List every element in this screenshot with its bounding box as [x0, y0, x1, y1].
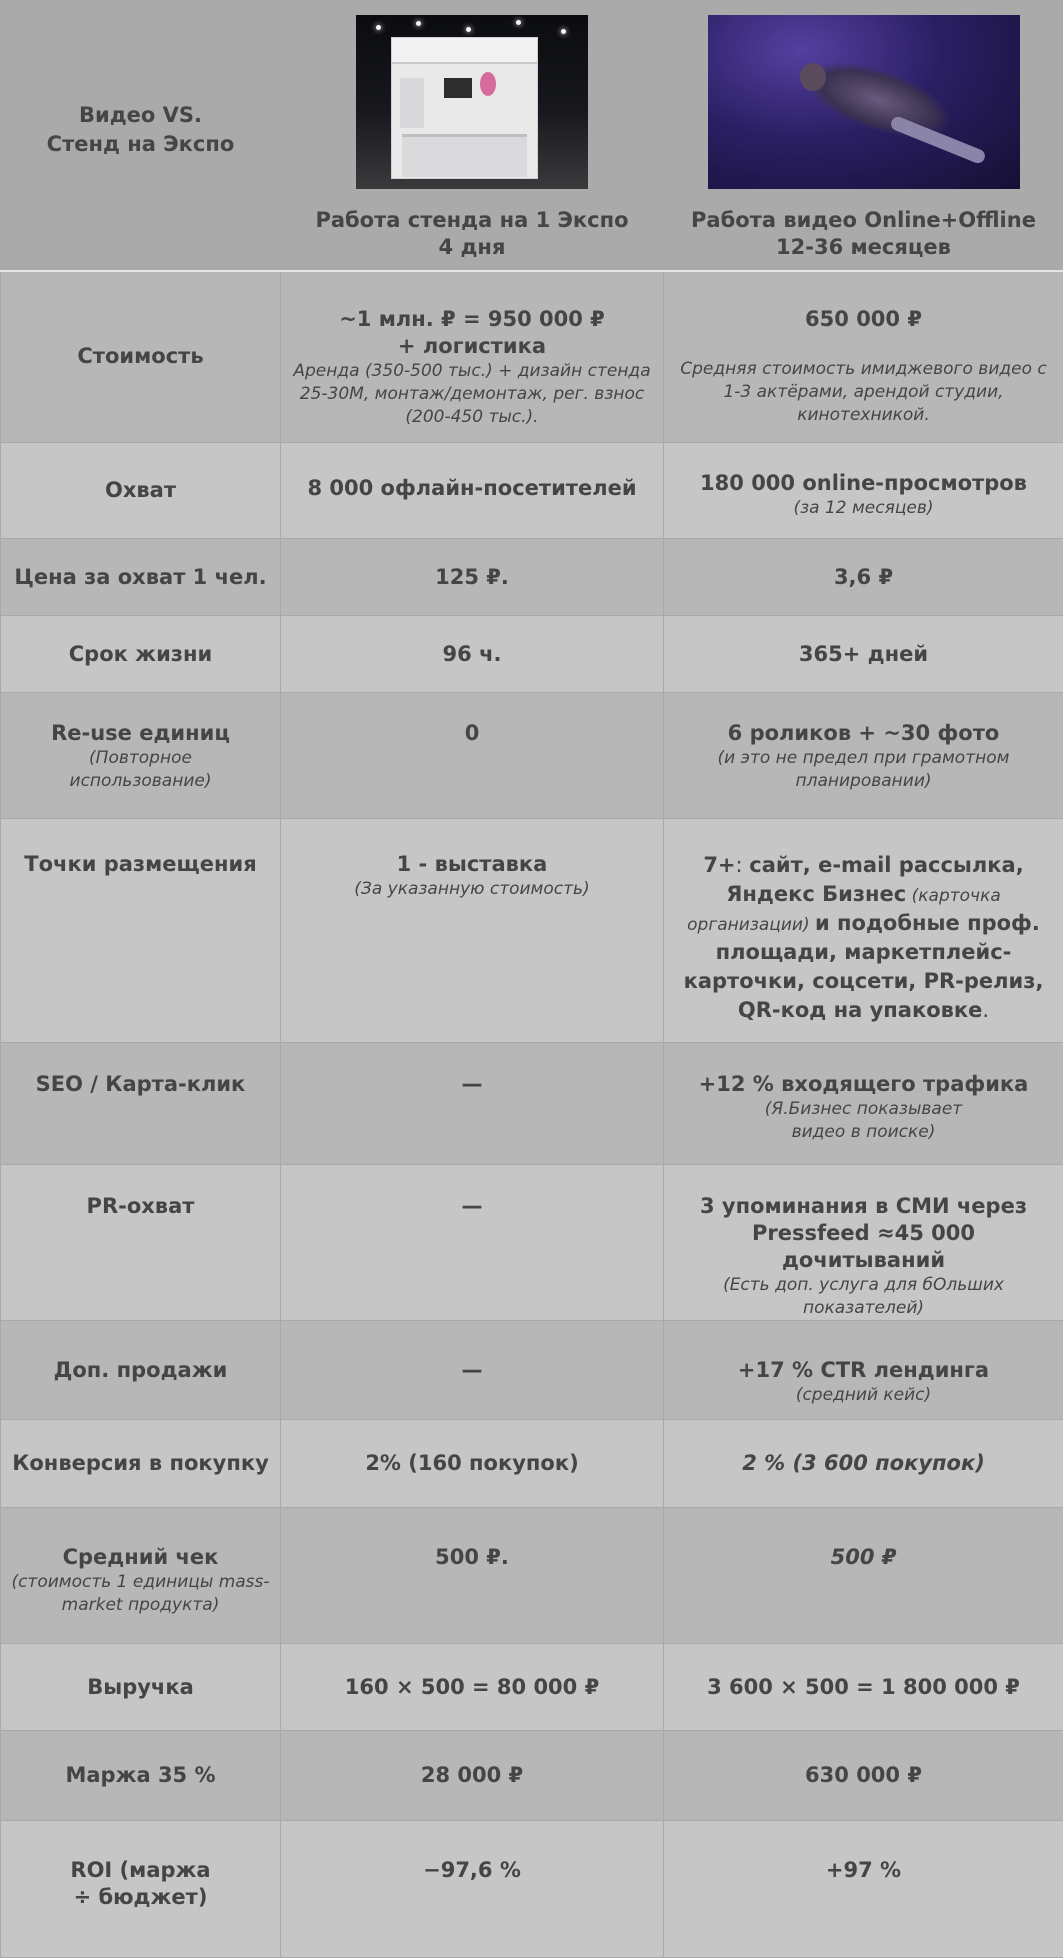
row-label: Средний чек [9, 1544, 272, 1571]
header-row [1, 1, 1063, 271]
placement-count: 7+ [703, 853, 735, 877]
video-value: 365+ дней [664, 616, 1063, 693]
video-value: 3 600 × 500 = 1 800 000 ₽ [664, 1644, 1063, 1731]
table-row [1, 1821, 1063, 1958]
row-label: Цена за охват 1 чел. [1, 539, 281, 616]
expo-value: — [281, 1321, 664, 1420]
table-row [1, 1420, 1063, 1508]
row-label: Выручка [1, 1644, 281, 1731]
label-cell [1, 693, 281, 819]
row-label: Точки размещения [1, 819, 281, 1043]
video-cell [664, 1043, 1063, 1165]
table-row [1, 443, 1063, 539]
placement-note: (карточка организации) [687, 886, 1001, 935]
video-cell [664, 693, 1063, 819]
header-title-line1: Видео VS. [9, 101, 272, 130]
expo-value: 28 000 ₽ [281, 1731, 664, 1821]
video-note: (и это не предел при грамотном планировании) [672, 747, 1055, 793]
row-label: Конверсия в покупку [1, 1420, 281, 1508]
expo-cell [281, 819, 664, 1043]
video-value: +17 % CTR лендинга [672, 1357, 1055, 1384]
expo-column-duration: 4 дня [289, 234, 655, 261]
video-note: (за 12 месяцев) [672, 497, 1055, 520]
expo-value-extra: + логистика [289, 333, 655, 360]
expo-value: 1 - выставка [289, 851, 655, 878]
expo-value: 2% (160 покупок) [281, 1420, 664, 1508]
video-value: +97 % [664, 1821, 1063, 1958]
expo-value: 0 [281, 693, 664, 819]
expo-value: 96 ч. [281, 616, 664, 693]
expo-cell [281, 271, 664, 443]
table-row [1, 1043, 1063, 1165]
video-value: 3,6 ₽ [664, 539, 1063, 616]
video-note: (Я.Бизнес показывает видео в поиске) [672, 1098, 1055, 1144]
video-value: 2 % (3 600 покупок) [664, 1420, 1063, 1508]
placement-channels: сайт, e-mail рассылка, Яндекс Бизнес [726, 853, 1023, 906]
expo-value: ~1 млн. ₽ = 950 000 ₽ [289, 306, 655, 333]
table-row [1, 693, 1063, 819]
table-row [1, 271, 1063, 443]
row-label: ROI (маржа ÷ бюджет) [9, 1857, 272, 1911]
video-column-title: Работа видео Online+Offline [672, 207, 1055, 234]
placement-channels-more: и подобные проф. площади, маркетплейс-карточки, соцсети, PR-релиз, QR-код на упаковке [684, 911, 1044, 1022]
table-row [1, 1321, 1063, 1420]
row-label: Re-use единиц [9, 720, 272, 747]
row-label: Маржа 35 % [1, 1731, 281, 1821]
video-value: 630 000 ₽ [664, 1731, 1063, 1821]
row-label: SEO / Карта-клик [1, 1043, 281, 1165]
video-value: +12 % входящего трафика [672, 1071, 1055, 1098]
video-cell [664, 1321, 1063, 1420]
video-value: 650 000 ₽ [672, 306, 1055, 333]
row-label: PR-охват [1, 1165, 281, 1321]
video-value: 180 000 online-просмотров [672, 470, 1055, 497]
video-note: (Есть доп. услуга для бОльших показателей) [672, 1274, 1055, 1320]
video-value: 500 ₽ [664, 1508, 1063, 1644]
expo-value: 125 ₽. [281, 539, 664, 616]
expo-note: Аренда (350-500 тыс.) + дизайн стенда 25-30М, монтаж/демонтаж, рег. взнос (200-450 тыс.). [289, 360, 655, 429]
row-label-note: (стоимость 1 единицы mass-market продукта) [9, 1571, 272, 1617]
table-row [1, 1731, 1063, 1821]
table-row [1, 819, 1063, 1043]
header-expo-cell [281, 1, 664, 271]
row-label: Доп. продажи [1, 1321, 281, 1420]
video-cell [664, 271, 1063, 443]
expo-value: — [281, 1043, 664, 1165]
placement-list: 7+: сайт, e-mail рассылка, Яндекс Бизнес (карточка организации) и подобные проф. площади, маркетплейс-карточки, соцсети, PR-релиз, QR-код на упаковке. [672, 851, 1055, 1025]
expo-value: −97,6 % [281, 1821, 664, 1958]
video-still-image [708, 15, 1020, 189]
table-row [1, 1644, 1063, 1731]
video-cell [664, 443, 1063, 539]
table-row [1, 539, 1063, 616]
row-label-note: (Повторное использование) [9, 747, 272, 793]
label-cell [1, 1821, 281, 1958]
video-cell [664, 819, 1063, 1043]
video-column-duration: 12-36 месяцев [672, 234, 1055, 261]
header-title-cell [1, 1, 281, 271]
table-row [1, 1508, 1063, 1644]
table-row [1, 1165, 1063, 1321]
video-value: 3 упоминания в СМИ через Pressfeed ≈45 000 дочитываний [672, 1193, 1055, 1274]
header-video-cell [664, 1, 1063, 271]
expo-value: 160 × 500 = 80 000 ₽ [281, 1644, 664, 1731]
row-label: Срок жизни [1, 616, 281, 693]
video-value: 6 роликов + ~30 фото [672, 720, 1055, 747]
expo-value: — [281, 1165, 664, 1321]
expo-value: 500 ₽. [281, 1508, 664, 1644]
video-note: (средний кейс) [672, 1384, 1055, 1407]
expo-value: 8 000 офлайн-посетителей [281, 443, 664, 539]
label-cell [1, 1508, 281, 1644]
video-note: Средняя стоимость имиджевого видео с 1-3 актёрами, арендой студии, кинотехникой. [672, 358, 1055, 427]
row-label: Охват [1, 443, 281, 539]
expo-column-title: Работа стенда на 1 Экспо [289, 207, 655, 234]
video-cell [664, 1165, 1063, 1321]
row-label: Стоимость [1, 271, 281, 443]
table-row [1, 616, 1063, 693]
header-title-line2: Стенд на Экспо [9, 130, 272, 159]
expo-note: (За указанную стоимость) [289, 878, 655, 901]
expo-booth-image [356, 15, 588, 189]
